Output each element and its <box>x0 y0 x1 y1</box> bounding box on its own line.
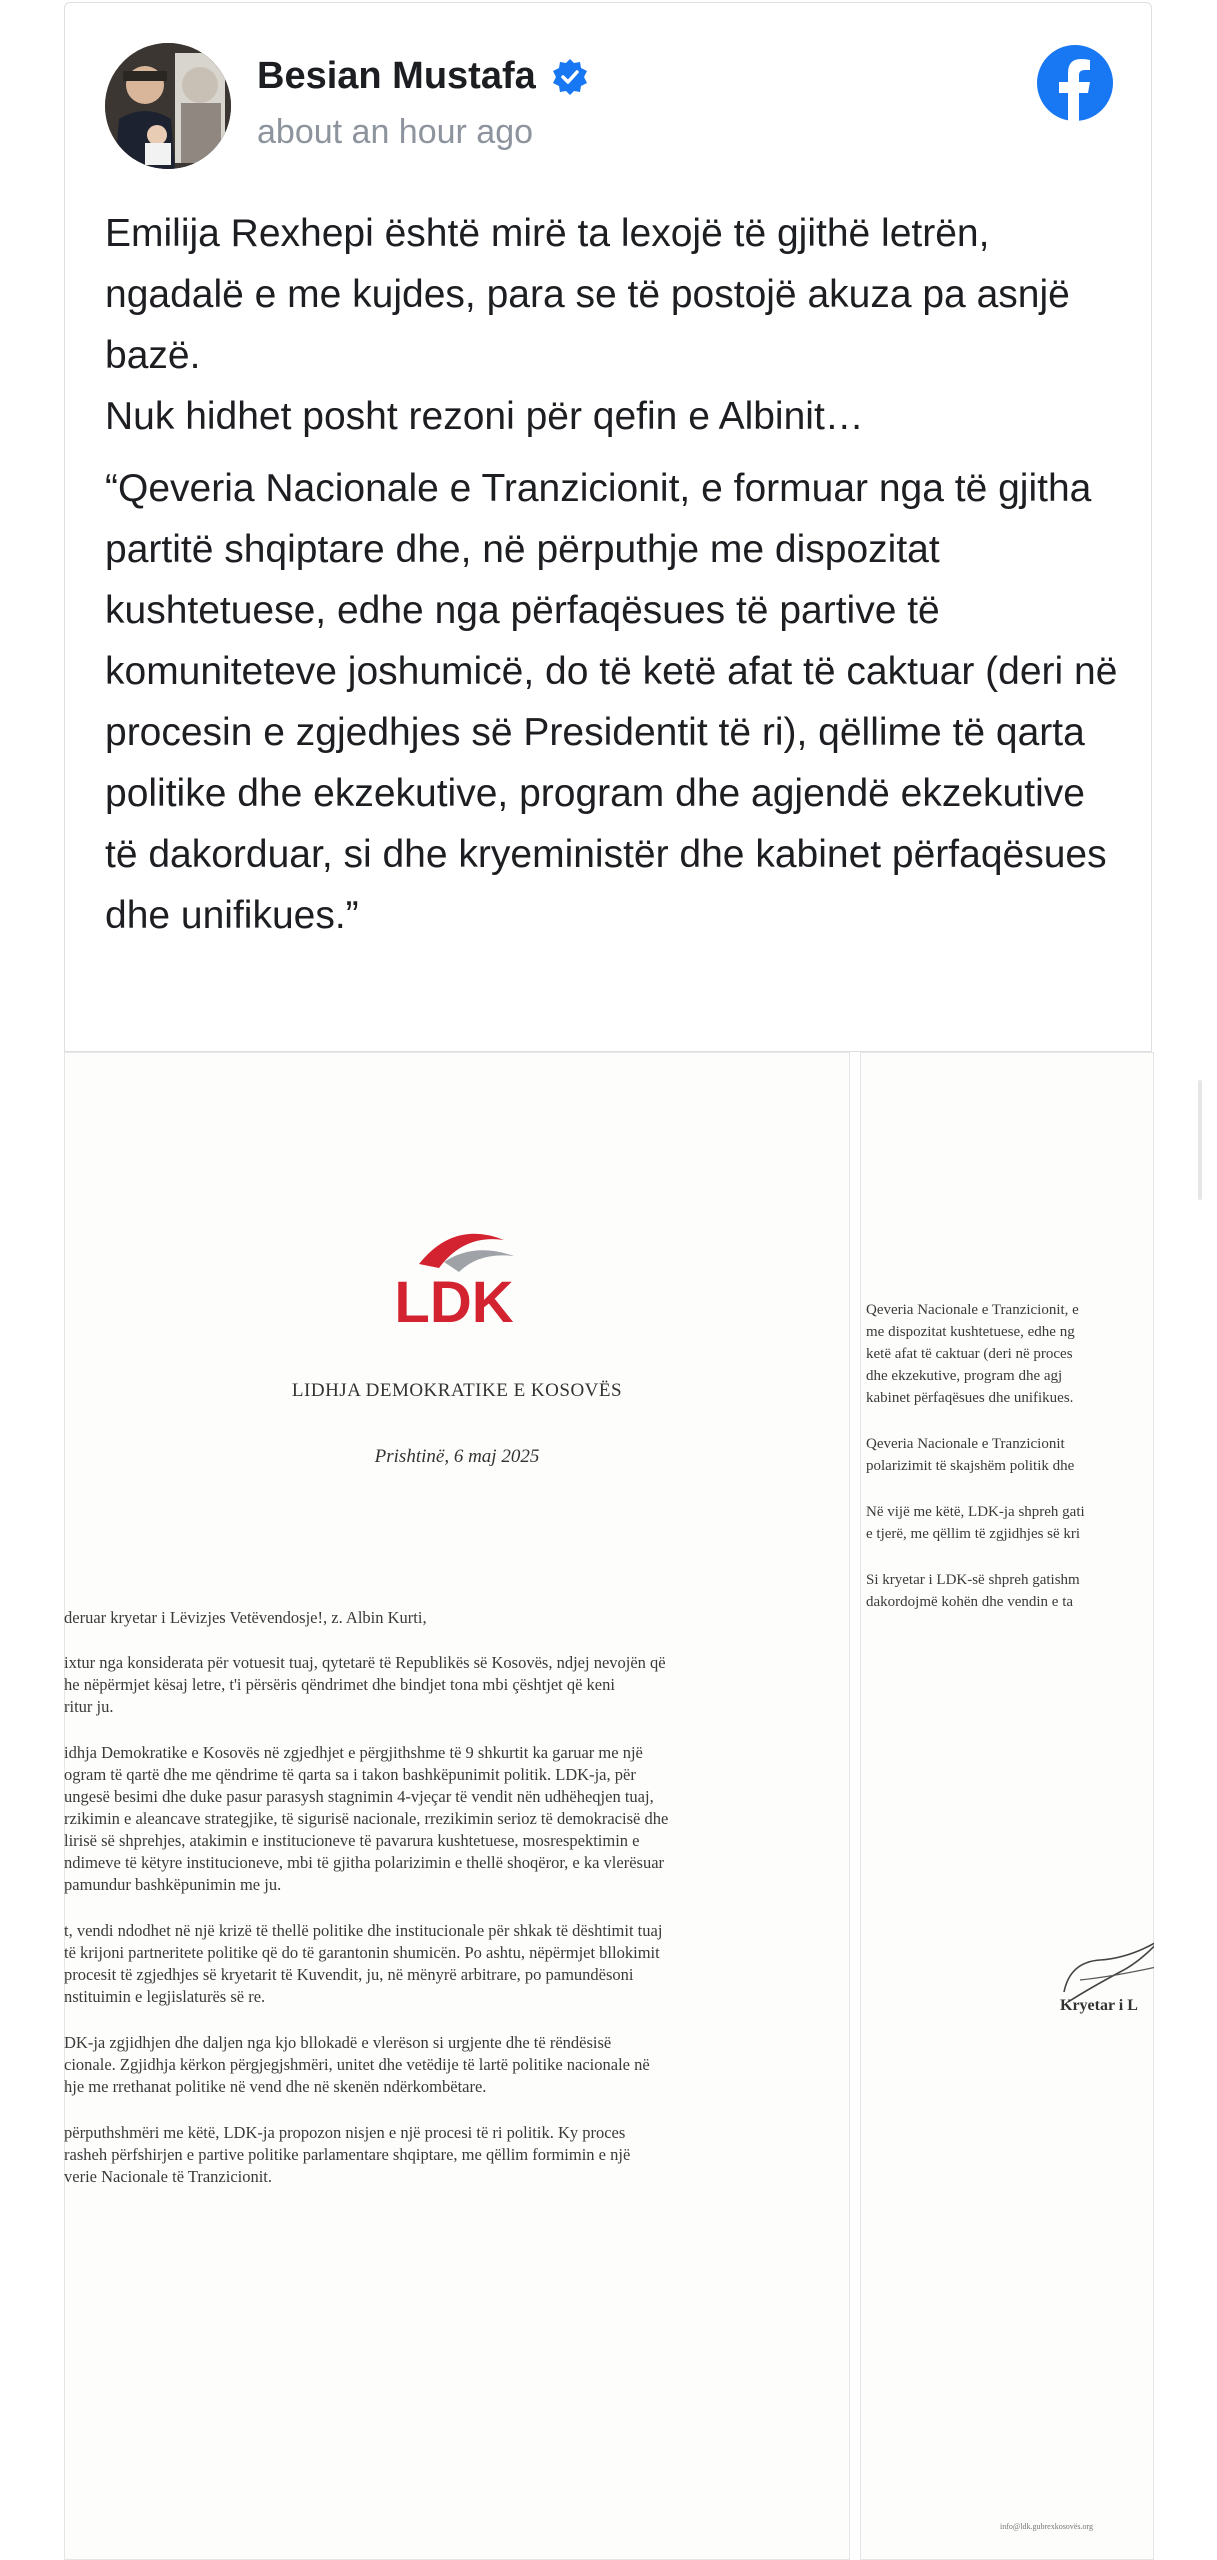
facebook-logo-icon[interactable] <box>1035 43 1115 123</box>
document-line: rzikimin e aleancave strategjike, të sigurisë nacionale, rrezikimin serioz të demokracisë dhe <box>64 1809 669 1828</box>
document-line: ungesë besimi dhe duke pasur parasysh stagnimin 4-vjeçar të vendit nën udhëheqjen tuaj, <box>64 1787 654 1806</box>
document-line: ixtur nga konsiderata për votuesit tuaj, qytetarë të Republikës së Kosovës, ndjej nevojën që <box>64 1653 666 1672</box>
post-paragraph: Nuk hidhet posht rezoni për qefin e Albinit… <box>105 395 864 438</box>
document-image-1[interactable] <box>64 1052 850 2560</box>
document-line: t, vendi ndodhet në një krizë të thellë politike dhe institucionale për shkak të dështimit tuaj <box>64 1921 663 1940</box>
document-line: rasheh përfshirjen e partive politike parlamentare shqiptare, me qëllim formimin e një <box>64 2145 631 2164</box>
post-quote: “Qeveria Nacionale e Tranzicionit, e formuar nga të gjitha partitë shqiptare dhe, në përputhje me dispozitat kushtetuese, edhe nga përfaqësues të partive të komuniteteve joshumicë, do të ketë afat të caktuar (deri në procesin e zgjedhjes së Presidentit të ri), qëllime të qarta politike dhe ekzekutive, program dhe agjendë ekzekutive të dakorduar, si dhe kryeministër dhe kabinet përfaqësues dhe unifikues.” <box>105 467 1118 937</box>
document-line: e tjerë, me qëllim të zgjidhjes së kri <box>866 1526 1081 1542</box>
verified-badge-icon <box>550 57 590 97</box>
document-line: Qeveria Nacionale e Tranzicionit <box>866 1436 1065 1452</box>
document-line: pamundur bashkëpunimin me ju. <box>64 1875 282 1894</box>
avatar-photo-icon <box>105 43 231 169</box>
author-name[interactable]: Besian Mustafa <box>257 55 536 97</box>
document-line: ketë afat të caktuar (deri në proces <box>866 1346 1073 1362</box>
document-line: DK-ja zgjidhjen dhe daljen nga kjo bllokadë e vlerëson si urgjente dhe të rëndësisë <box>64 2033 612 2052</box>
signer-title: Kryetar i L <box>1060 1997 1138 2014</box>
document-line: Qeveria Nacionale e Tranzicionit, e <box>866 1302 1079 1318</box>
ldk-logo-icon <box>364 1222 544 1332</box>
logo-text: LDK <box>394 1270 514 1332</box>
document-line: dhe ekzekutive, program dhe agj <box>866 1368 1063 1384</box>
document-line: të krijoni partneritete politike që do të garantonin shumicën. Po ashtu, nëpërmjet bllokimit <box>64 1943 660 1962</box>
document-line: deruar kryetar i Lëvizjes Vetëvendosje!, z. Albin Kurti, <box>64 1608 427 1627</box>
document-line: hje me rrethanat politike në vend dhe në skenën ndërkombëtare. <box>64 2077 487 2096</box>
post-text <box>105 203 1125 946</box>
next-image-edge <box>1198 1080 1202 1200</box>
document-line: verie Nacionale të Tranzicionit. <box>64 2167 273 2186</box>
document-line: cionale. Zgjidhja kërkon përgjegjshmëri, unitet dhe vetëdije të lartë politike nacionale në <box>64 2055 650 2074</box>
document-line: idhja Demokratike e Kosovës në zgjedhjet e përgjithshme të 9 shkurtit ka garuar me një <box>64 1743 643 1762</box>
document-line: ritur ju. <box>64 1697 114 1716</box>
document-line: lirisë së shprehjes, atakimin e institucioneve të pavarura kushtetuese, mosrespektimin e <box>64 1831 640 1850</box>
post-paragraph: Emilija Rexhepi është mirë ta lexojë të gjithë letrën, ngadalë e me kujdes, para se të postojë akuza pa asnjë bazë. <box>105 212 1070 377</box>
document-org-name: LIDHJA DEMOKRATIKE E KOSOVËS <box>291 1380 623 1401</box>
document-line: kabinet përfaqësues dhe unifikues. <box>866 1390 1074 1406</box>
document-line: përputhshmëri me këtë, LDK-ja propozon nisjen e një procesi të ri politik. Ky proces <box>64 2123 626 2142</box>
document-image-2[interactable] <box>860 1052 1154 2560</box>
document-line: procesit të zgjedhjes së kryetarit të Kuvendit, ju, në mënyrë arbitrare, po pamundësoni <box>64 1965 634 1984</box>
attached-images <box>64 1052 1154 2560</box>
document-line: he nëpërmjet kësaj letre, t'i përsëris qëndrimet dhe bindjet tona mbi çështjet që keni <box>64 1675 615 1694</box>
document-line: ogram të qartë dhe me qëndrime të qarta sa i takon bashkëpunimit politik. LDK-ja, për <box>64 1765 636 1784</box>
document-email: info@ldk.gubrexkosovës.org <box>1000 2522 1093 2531</box>
post-card <box>64 2 1152 1052</box>
document-line: polarizimit të skajshëm politik dhe <box>866 1458 1075 1474</box>
post-timestamp[interactable]: about an hour ago <box>257 113 534 151</box>
document-line: me dispozitat kushtetuese, edhe ng <box>866 1324 1075 1340</box>
document-line: nstituimin e legjislaturës së re. <box>64 1987 266 2006</box>
document-line: Si kryetar i LDK-së shpreh gatishm <box>866 1572 1080 1588</box>
document-line: dakordojmë kohën dhe vendin e ta <box>866 1594 1074 1610</box>
avatar[interactable] <box>105 43 231 169</box>
document-line: Në vijë me këtë, LDK-ja shpreh gati <box>866 1504 1085 1520</box>
document-date: Prishtinë, 6 maj 2025 <box>374 1446 540 1467</box>
document-line: ndimeve të këtyre institucioneve, mbi të gjitha polarizimin e thellë shoqëror, e ka vlerësuar <box>64 1853 665 1872</box>
